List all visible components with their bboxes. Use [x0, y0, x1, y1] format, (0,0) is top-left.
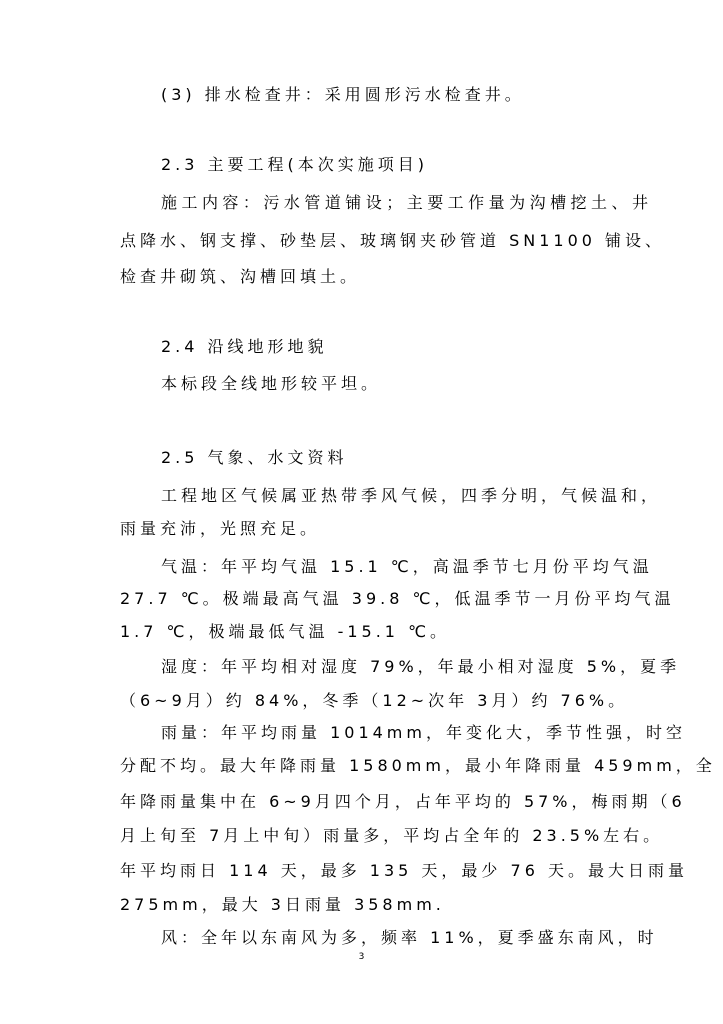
paragraph-line: 风：全年以东南风为多，频率 11%，夏季盛东南风，时 [161, 928, 658, 947]
paragraph-line: 年平均雨日 114 天，最多 135 天，最少 76 天。最大日雨量 [120, 861, 688, 880]
page-number: 3 [358, 952, 365, 962]
paragraph-line: 本标段全线地形较平坦。 [161, 374, 382, 393]
paragraph-line: 湿度：年平均相对湿度 79%，年最小相对湿度 5%，夏季 [161, 657, 681, 676]
section-heading-2-4: 2.4 沿线地形地貌 [161, 337, 328, 356]
paragraph-line: 施工内容：污水管道铺设；主要工作量为沟槽挖土、井 [161, 193, 652, 212]
section-heading-2-5: 2.5 气象、水文资料 [161, 448, 348, 467]
paragraph-line: 雨量充沛，光照充足。 [120, 519, 321, 538]
paragraph-line: 275mm，最大 3日雨量 358mm. [120, 895, 445, 914]
list-item-drainage-well: (3) 排水检查井：采用圆形污水检查井。 [161, 85, 525, 104]
paragraph-line: 检查井砌筑、沟槽回填土。 [120, 267, 361, 286]
section-heading-2-3: 2.3 主要工程(本次实施项目) [161, 155, 429, 174]
paragraph-line: 点降水、钢支撑、砂垫层、玻璃钢夹砂管道 SN1100 铺设、 [120, 231, 666, 250]
paragraph-line: 27.7 ℃。极端最高气温 39.8 ℃，低温季节一月份平均气温 [120, 589, 675, 608]
paragraph-line: 年降雨量集中在 6~9月四个月，占年平均的 57%，梅雨期（6 [120, 792, 686, 811]
paragraph-line: 1.7 ℃，极端最低气温 -15.1 ℃。 [120, 622, 451, 641]
paragraph-line: 气温：年平均气温 15.1 ℃，高温季节七月份平均气温 [161, 557, 653, 576]
paragraph-line: 分配不均。最大年降雨量 1580mm，最小年降雨量 459mm，全 [120, 756, 716, 775]
paragraph-line: 月上旬至 7月上中旬）雨量多，平均占全年的 23.5%左右。 [120, 826, 664, 845]
paragraph-line: （6~9月）约 84%，冬季（12~次年 3月）约 76%。 [120, 691, 629, 710]
paragraph-line: 雨量：年平均雨量 1014mm，年变化大，季节性强，时空 [161, 723, 686, 742]
paragraph-line: 工程地区气候属亚热带季风气候，四季分明，气候温和， [161, 486, 662, 505]
